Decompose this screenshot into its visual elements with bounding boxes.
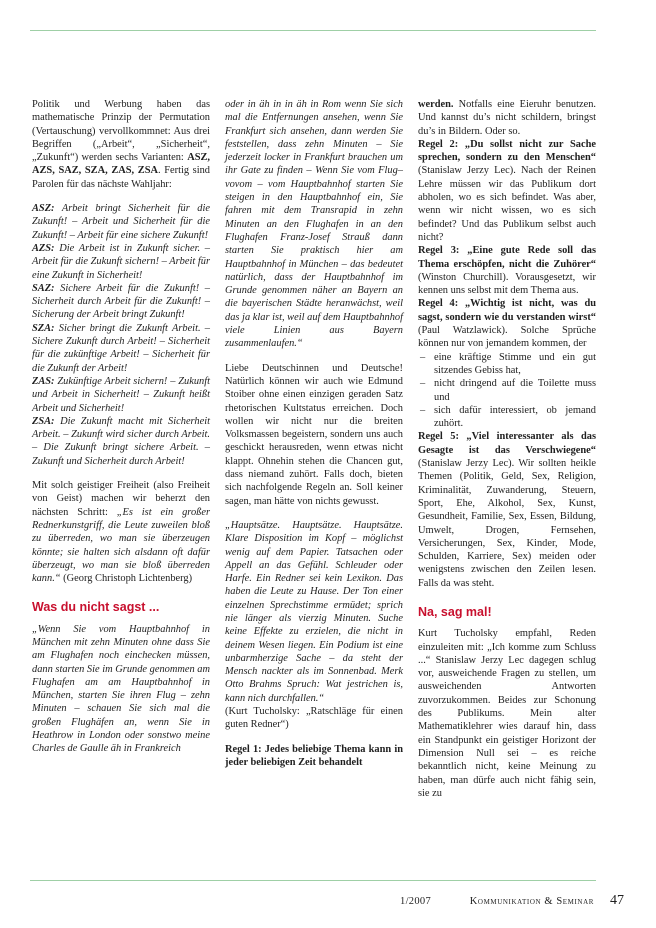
stoiber-quote-part-2: oder in äh in in äh in Rom wenn Sie sich mal die Entfernungen ansehen, wenn Sie Frankfurt sich ansehen, dann werden Sie feststellen, dass zehn Minuten – Sie jederzeit locker in Frankfurt brauchen um ihr Gate zu finden – Wenn Sie vom Flug– vovom – vom Hauptbahnhof starten Sie steigen in den Hauptbahnhof ein, Sie fahren mit dem Transrapid in zehn Minuten an den Flughafen in an den Flughafen Franz-Josef Strauß dann starten Sie praktisch hier am Hauptbahnhof in München – das bedeutet natürlich, dass der Hauptbahnhof im Grunde genommen näher an Bayern an die bayerischen Städte heranwächst, weil das ja klar ist, weil auf dem Hauptbahnhof viele Linien aus Bayern zusammenlaufen.“	[225, 99, 403, 350]
variant-ZAS: ZAS: Zukünftige Arbeit sichern! – Zukunft und Arbeit in Sicherheit! – Zukunft heißt Arbeit und Sicherheit!	[32, 375, 210, 414]
tucholsky-quote: „Hauptsätze. Hauptsätze. Hauptsätze. Klare Disposition im Kopf – möglichst wenig auf dem Papier. Tatsachen oder Appell an das Gefühl. Schleuder oder Harfe. Ein Redner sei kein Lexikon. Das haben die Leute zu Hause. Der Ton einer einzelnen Sprechstimme ermüdet; sprich nie länger als vierzig Minuten. Suche keine Effekte zu erzielen, die nicht in deinem Wesen liegen. Ein Podium ist eine unbarmherzige Sache – da steht der Mensch nackter als im Sonnenbad. Merk Otto Brahms Spruch: Wat jestrichen is, kann nich durchfallen.“	[225, 519, 403, 704]
rule-5: Regel 5: „Viel interessanter als das Gesagte ist das Verschwiegene“ (Stanislaw Jerzy Lec). Wir sollten heikle Themen (Politik, Geld, Sex, Religion, Kriminalität, Zuwanderung, Steuern, Sport, Ehe, Alkohol, Sex, Kunst, Gesundheit, Familie, Sex, Essen, Bildung, Umwelt, Drogen, Fernsehen, Versicherungen, Sex, Kinder, Mode, Schulden, Karriere, Sex) meiden oder wenigstens zwischen den Zeilen lesen. Falls da was steht.	[418, 431, 596, 589]
rule-1-end: werden. Notfalls eine Eieruhr benutzen. Und kannst du’s nicht schildern, bringst du’s in Bildern. Oder so.	[418, 99, 596, 137]
rule-2: Regel 2: „Du sollst nicht zur Sache sprechen, sondern zu den Menschen“ (Stanislaw Jerzy Lec). Nach der Reinen Lehre müssen wir das Publikum dort abholen, wo es sich befindet. Was aber, wenn wir nicht wissen, wo es sich befindet? Und das Publikum selbst auch nicht?	[418, 138, 596, 243]
column-2	[225, 98, 403, 769]
column-1	[32, 98, 210, 756]
issue-number: 1/2007	[400, 896, 431, 907]
lichtenberg-paragraph: Mit solch geistiger Freiheit (also Freiheit von Geist) machen wir beherzt den nächsten Schritt: „Es ist ein großer Rednerkunstgriff, die Leute zuweilen bloß zu überreden, wo man sie überzeugen könnte; sie halten sich alsdann oft dafür überzeugt, wo man sie bloß überreden kann.“ (Georg Christoph Lichtenberg)	[32, 480, 210, 585]
variant-AZS: AZS: Die Arbeit ist in Zukunft sicher. – Arbeit für die Zukunft sichern! – Arbeit für eine Zukunft in Sicherheit!	[32, 242, 210, 281]
na-sag-mal-paragraph: Kurt Tucholsky empfahl, Reden einzuleiten mit: „Ich komme zum Schluss ...“ Stanislaw Jerzy Lec dagegen schlug vor, ausweichende Fragen zu stellen, um ausweichenden Antworten zuvorzukommen. Beides zur Schonung des Publikums. Mein alter Mathematiklehrer wies darauf hin, dass ein Standpunkt ein geistiger Horizont der Dimension Null sei – es reiche bekanntlich nicht, keine Meinung zu haben, man dürfe auch nicht fähig sein, sie zu	[418, 628, 596, 799]
column-3	[418, 98, 596, 800]
magazine-title: Kommunikation & Seminar	[469, 896, 594, 907]
liebe-deutschinnen-paragraph: Liebe Deutschinnen und Deutsche! Natürlich können wir auch wie Edmund Stoiber ohne einen einzigen geraden Satz rhetorischen Kultstatus erreichen. Doch wollen wir nicht nur die breiten Volksmassen begeistern, sondern uns auch geschickt herausreden, wenn etwas nicht klappt. Ohnehin stehen die Chancen gut, dass niemand zuhört. Falls doch, bieten sich nachfolgende Regeln an. Soll keiner sagen, man hätte von nichts gewusst.	[225, 362, 403, 507]
top-rule	[30, 30, 596, 31]
variant-SAZ: SAZ: Sichere Arbeit für die Zukunft! – Sicherheit durch Arbeit für die Zukunft! – Sicherung der Arbeit bringt Zukunft!	[32, 282, 210, 321]
bottom-rule	[30, 880, 596, 881]
list-item: – nicht dringend auf die Toilette muss und	[418, 377, 596, 404]
rule-4: Regel 4: „Wichtig ist nicht, was du sagst, sondern wie du verstanden wirst“ (Paul Watzlawick). Solche Sprüche können nur von jemandem kommen, der	[418, 298, 596, 350]
page-number: 47	[610, 893, 624, 908]
intro-paragraph: Politik und Werbung haben das mathematische Prinzip der Permutation (Vertauschung) vervollkommnet: Aus drei Begriffen („Arbeit“, „Sicherheit“, „Zukunft“) werden sechs Varianten: ASZ, AZS, SAZ, SZA, ZAS, ZSA. Fertig sind Parolen für das nächste Wahljahr:	[32, 99, 210, 190]
variant-SZA: SZA: Sicher bringt die Zukunft Arbeit. – Sichere Zukunft durch Arbeit! – Sicherheit für die zukünftige Arbeit! – Sicherheit für die Zukunft der Arbeit!	[32, 322, 210, 374]
variant-ZSA: ZSA: Die Zukunft macht mit Sicherheit Arbeit. – Zukunft wird sicher durch Arbeit. – Die Zukunft bringt sichere Arbeit. – Zukunft und Sicherheit durch Arbeit!	[32, 415, 210, 467]
stoiber-quote-part-1: „Wenn Sie vom Hauptbahnhof in München mit zehn Minuten ohne dass Sie am Flughafen noch einchecken müssen, dann starten Sie im Grunde genommen am Flughafen am am Hauptbahnhof in München, starten Sie ihren Flug – zehn Minuten – schauen Sie sich mal die großen Flughäfen an, wenn Sie in Heathrow in London oder sonstwo meine Charles de Gaulle äh in Frankreich	[32, 623, 210, 755]
variant-ASZ: ASZ: Arbeit bringt Sicherheit für die Zukunft! – Arbeit und Sicherheit für die Zukunft! – Arbeit für eine sichere Zukunft!	[32, 203, 210, 241]
page-footer	[0, 893, 656, 913]
section-heading-na-sag-mal: Na, sag mal!	[418, 604, 492, 619]
rule-4-list	[418, 351, 596, 431]
list-item: – eine kräftige Stimme und ein gut sitzendes Gebiss hat,	[418, 351, 596, 378]
section-heading-was-du-nicht-sagst: Was du nicht sagst ...	[32, 600, 160, 615]
rule-3: Regel 3: „Eine gute Rede soll das Thema erschöpfen, nicht die Zuhörer“ (Winston Churchill). Vorausgesetzt, wir kennen uns selbst mit dem Thema aus.	[418, 245, 596, 297]
rule-1-start: Regel 1: Jedes beliebige Thema kann in jeder beliebigen Zeit behandelt	[225, 743, 403, 768]
list-item: – sich dafür interessiert, ob jemand zuhört.	[418, 404, 596, 431]
tucholsky-citation: (Kurt Tucholsky: „Ratschläge für einen guten Redner“)	[225, 706, 403, 731]
